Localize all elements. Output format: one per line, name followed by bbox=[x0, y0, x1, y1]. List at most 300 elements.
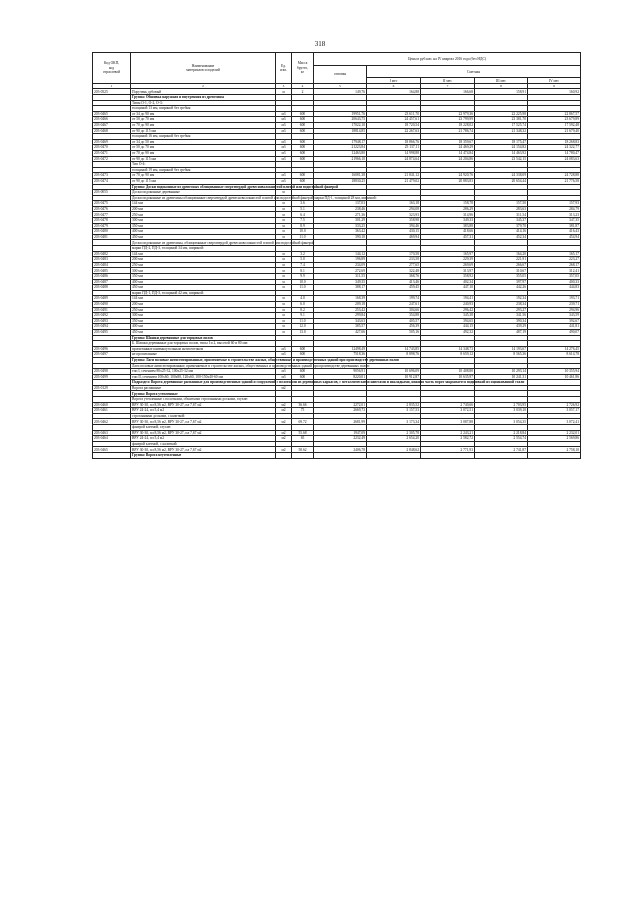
item-mass: 69.72 bbox=[292, 419, 314, 425]
column-number: 8 bbox=[475, 84, 528, 89]
price-month-1: 14 998,88 bbox=[367, 150, 421, 156]
price-wholesale: 272,69 bbox=[314, 268, 367, 274]
item-name: ВРУ 30-30, пл 8,56 м2, ВРУ 30-27, пл 7,67 м2 bbox=[131, 402, 276, 408]
header-name bbox=[131, 53, 276, 84]
price-month-4: 157,93 bbox=[528, 201, 581, 207]
price-wholesale: 12463,80 bbox=[314, 150, 367, 156]
price-month-2: 240,93 bbox=[421, 301, 475, 307]
item-mass: 5.1 bbox=[292, 206, 314, 212]
header-estimate: Сметная bbox=[367, 66, 581, 78]
price-month-2: 24 469,29 bbox=[421, 145, 475, 151]
item-code: 203-0499 bbox=[93, 374, 131, 380]
price-wholesale: 19951,76 bbox=[314, 111, 367, 117]
price-month-4: 24 322,77 bbox=[528, 145, 581, 151]
price-month-2: 269,69 bbox=[421, 262, 475, 268]
price-month-1: 323,93 bbox=[367, 212, 421, 218]
item-unit: м bbox=[276, 212, 292, 218]
empty-cell bbox=[528, 453, 581, 459]
price-month-4: 165,17 bbox=[528, 251, 581, 257]
item-name: Поручень дубовый bbox=[131, 89, 276, 95]
price-month-2: 383,88 bbox=[421, 223, 475, 229]
price-month-2: 3 087,88 bbox=[421, 419, 475, 425]
item-mass: 11.0 bbox=[292, 285, 314, 291]
item-mass: 600 bbox=[292, 178, 314, 184]
item-code: 203-0476 bbox=[93, 206, 131, 212]
item-mass: 600 bbox=[292, 352, 314, 358]
price-wholesale: 17948,17 bbox=[314, 139, 367, 145]
price-month-3: 14 463,92 bbox=[475, 150, 528, 156]
price-month-2: 286,29 bbox=[421, 206, 475, 212]
item-code: 203-0475 bbox=[93, 201, 131, 207]
price-month-3: 158,91 bbox=[475, 89, 528, 95]
price-wholesale: 427,66 bbox=[314, 329, 367, 335]
item-unit: м bbox=[276, 324, 292, 330]
price-month-4: 381,87 bbox=[528, 223, 581, 229]
item-unit: м bbox=[276, 307, 292, 313]
price-month-3: 192,34 bbox=[475, 296, 528, 302]
subheading-text: Типы О-1, О-2, О-3: bbox=[131, 100, 276, 106]
price-month-1: 413,46 bbox=[367, 279, 421, 285]
price-wholesale: 20643,75 bbox=[314, 117, 367, 123]
item-mass: 600 bbox=[292, 145, 314, 151]
header-price-title: Цены в руб.коп. на IV квартал 2016 года (без НДС) bbox=[314, 53, 581, 66]
item-code: 203-0460 bbox=[93, 402, 131, 408]
price-month-4: 18 268,83 bbox=[528, 139, 581, 145]
price-month-3: 397,97 bbox=[475, 279, 528, 285]
item-code: 203-0473 bbox=[93, 173, 131, 179]
price-month-3: 341,56 bbox=[475, 313, 528, 319]
price-month-4: 14 780,47 bbox=[528, 150, 581, 156]
item-code: 203-0466 bbox=[93, 117, 131, 123]
price-month-3: 14 193,67 bbox=[475, 346, 528, 352]
item-mass: 600 bbox=[292, 369, 314, 375]
item-code: 203-0482 bbox=[93, 251, 131, 257]
price-month-4: 454,94 bbox=[528, 234, 581, 240]
price-month-3: 487,19 bbox=[475, 329, 528, 335]
price-month-3: 17 525,74 bbox=[475, 122, 528, 128]
price-month-2: 18 228,02 bbox=[421, 122, 475, 128]
item-code: 203-0487 bbox=[93, 279, 131, 285]
price-month-4: 10 461,86 bbox=[528, 374, 581, 380]
item-unit: м bbox=[276, 234, 292, 240]
item-name: не пропитанные bbox=[131, 352, 276, 358]
item-unit: м bbox=[276, 89, 292, 95]
item-unit: м3 bbox=[276, 346, 292, 352]
item-code: 203-0497 bbox=[93, 352, 131, 358]
item-name: от 70 до 90 мм bbox=[131, 150, 276, 156]
item-name: от 50 до 70 мм bbox=[131, 117, 276, 123]
item-unit: м bbox=[276, 262, 292, 268]
item-mass: 7.5 bbox=[292, 218, 314, 224]
price-month-1: 10 912,87 bbox=[367, 374, 421, 380]
price-month-2: 158,78 bbox=[421, 201, 475, 207]
header-name-sub: материалов и изделий bbox=[186, 68, 220, 72]
price-month-1: 163,18 bbox=[367, 201, 421, 207]
item-code: 203-0486 bbox=[93, 274, 131, 280]
item-unit: м3 bbox=[276, 352, 292, 358]
price-month-3: 311,54 bbox=[475, 212, 528, 218]
price-month-4: 3 057,17 bbox=[528, 408, 581, 414]
price-month-3: 8 565,36 bbox=[475, 352, 528, 358]
price-month-4: 416,43 bbox=[528, 229, 581, 235]
price-month-2: 10 635,97 bbox=[421, 374, 475, 380]
price-month-3: 3 039,10 bbox=[475, 408, 528, 414]
price-month-3: 238,34 bbox=[475, 301, 528, 307]
item-unit: м2 bbox=[276, 408, 292, 414]
item-unit: м2 bbox=[276, 402, 292, 408]
header-mass-label: Масса bbox=[297, 61, 308, 66]
item-unit: м bbox=[276, 313, 292, 319]
price-month-3: 157,50 bbox=[475, 201, 528, 207]
price-month-3: 390,34 bbox=[475, 318, 528, 324]
item-name: 144 мм bbox=[131, 296, 276, 302]
item-unit: м3 bbox=[276, 150, 292, 156]
empty-cell bbox=[421, 453, 475, 459]
subheading-text: толщиной 13 мм, шириной без гребня: bbox=[131, 106, 276, 112]
price-month-1: 294,08 bbox=[367, 206, 421, 212]
price-month-3: 3 054,35 bbox=[475, 419, 528, 425]
item-mass: 75 bbox=[292, 408, 314, 414]
subheading-text: фанерой клееной, глухие: bbox=[131, 425, 276, 431]
item-mass: 4.0 bbox=[292, 296, 314, 302]
price-month-1: 3 157,53 bbox=[367, 408, 421, 414]
price-month-1: 505,16 bbox=[367, 329, 421, 335]
group-heading: Подраздел: Ворота деревянные распашные для производственных зданий и сооружений с полотнами из деревянных каркасов, с металлическими навесами и накладками, нижняя часть ворот закрывается подшивкой из оцинкованной стали bbox=[132, 380, 525, 385]
item-mass: 600 bbox=[292, 173, 314, 179]
price-month-4: 223,27 bbox=[528, 257, 581, 263]
item-mass: 8.9 bbox=[292, 223, 314, 229]
item-unit: м bbox=[276, 257, 292, 263]
price-month-2: 492,32 bbox=[421, 329, 475, 335]
item-unit: м bbox=[276, 268, 292, 274]
group-heading: Группа: Обшивка наружная и внутренняя из древесины bbox=[131, 95, 276, 101]
price-month-3: 2 703,95 bbox=[475, 402, 528, 408]
price-month-2: 349,33 bbox=[421, 218, 475, 224]
item-mass: 9.1 bbox=[292, 313, 314, 319]
price-month-2: 165,97 bbox=[421, 251, 475, 257]
price-month-3: 442,26 bbox=[475, 285, 528, 291]
price-month-2: 8 659,12 bbox=[421, 352, 475, 358]
header-code-sub: код bbox=[108, 65, 115, 70]
price-month-1: 25 137,11 bbox=[367, 145, 421, 151]
price-wholesale: 2681,99 bbox=[314, 419, 367, 425]
subheading-text: толщиной 19 мм, шириной без гребня: bbox=[131, 167, 276, 173]
group-heading-row bbox=[93, 453, 581, 459]
price-month-1: 247,61 bbox=[367, 301, 421, 307]
item-name: ВРУ 30-30, пл 8,56 м2, ВРУ 30-27, пл 7,67 м2 bbox=[131, 419, 276, 425]
price-month-2: 229,39 bbox=[421, 257, 475, 263]
header-month-4: IV мес bbox=[528, 78, 581, 84]
item-name: 300 мм bbox=[131, 218, 276, 224]
header-month-2: II мес bbox=[421, 78, 475, 84]
price-month-1: 2 835,52 bbox=[367, 402, 421, 408]
item-name: тип II, сечением 100x60, 100x80, 120x60, 100-150x40-60 мм bbox=[131, 374, 276, 380]
price-wholesale: 21223,84 bbox=[314, 145, 367, 151]
item-code: 203-0464 bbox=[93, 436, 131, 442]
price-wholesale: 2669,73 bbox=[314, 408, 367, 414]
item-mass: 36.66 bbox=[292, 402, 314, 408]
item-unit: м3 bbox=[276, 117, 292, 123]
price-month-3: 2 554,74 bbox=[475, 436, 528, 442]
item-name: 350 мм bbox=[131, 223, 276, 229]
price-month-4: 14 276,45 bbox=[528, 346, 581, 352]
item-code: 203-0489 bbox=[93, 296, 131, 302]
group-heading: Группа: Ворота неутепленные bbox=[131, 453, 276, 459]
price-wholesale: 311,55 bbox=[314, 274, 367, 280]
price-month-1: 18 720,54 bbox=[367, 122, 421, 128]
item-mass: 2 bbox=[292, 89, 314, 95]
item-name: от 50 до 70 мм bbox=[131, 145, 276, 151]
price-month-4: 392,67 bbox=[528, 318, 581, 324]
item-name: 300 мм bbox=[131, 313, 276, 319]
item-code: 203-0467 bbox=[93, 122, 131, 128]
price-month-1: 8 898,76 bbox=[367, 352, 421, 358]
price-month-1: 22 267,63 bbox=[367, 128, 421, 134]
item-mass: 8.1 bbox=[292, 268, 314, 274]
price-month-3: 20 654,44 bbox=[475, 178, 528, 184]
price-wholesale: 299,84 bbox=[314, 313, 367, 319]
item-code: 203-0055 bbox=[93, 190, 131, 196]
item-mass: 58.62 bbox=[292, 447, 314, 453]
price-wholesale: 7518,36 bbox=[314, 352, 367, 358]
item-name: 144 мм bbox=[131, 201, 276, 207]
header-month-1: I мес bbox=[367, 78, 421, 84]
price-month-4: 343,59 bbox=[528, 313, 581, 319]
price-month-2: 24 920,76 bbox=[421, 173, 475, 179]
price-month-3: 293,27 bbox=[475, 307, 528, 313]
column-number: 3 bbox=[276, 84, 292, 89]
column-number: 1 bbox=[93, 84, 131, 89]
price-month-2: 345,38 bbox=[421, 313, 475, 319]
subheading-text: фанерой клееной, с калиткой: bbox=[131, 441, 276, 447]
price-month-4: 239,71 bbox=[528, 301, 581, 307]
price-month-2: 358,92 bbox=[421, 274, 475, 280]
item-mass: 9.9 bbox=[292, 274, 314, 280]
price-wholesale: 349,35 bbox=[314, 279, 367, 285]
price-wholesale: 12498,49 bbox=[314, 346, 367, 352]
header-month-3: III мес bbox=[475, 78, 528, 84]
price-month-3: 24 154,82 bbox=[475, 145, 528, 151]
price-month-2: 24 204,86 bbox=[421, 156, 475, 162]
item-mass: 55.68 bbox=[292, 430, 314, 436]
header-code-sub2: отраслевой bbox=[102, 70, 121, 75]
price-month-3: 221,91 bbox=[475, 257, 528, 263]
price-wholesale: 9056,91 bbox=[314, 369, 367, 375]
price-month-1: 21 841,12 bbox=[367, 173, 421, 179]
item-name: 350 мм bbox=[131, 318, 276, 324]
price-month-4: 8 614,78 bbox=[528, 352, 581, 358]
price-month-4: 284,79 bbox=[528, 206, 581, 212]
header-code-okp: Код ОКП, bbox=[103, 61, 120, 66]
price-month-1: 354,88 bbox=[367, 313, 421, 319]
price-month-3: 18 175,47 bbox=[475, 139, 528, 145]
price-month-1: 164,88 bbox=[367, 89, 421, 95]
price-wholesale: 343,63 bbox=[314, 318, 367, 324]
item-code: 203-0465 bbox=[93, 447, 131, 453]
item-unit: м bbox=[276, 329, 292, 335]
price-month-1: 368,76 bbox=[367, 274, 421, 280]
item-mass: 6.4 bbox=[292, 212, 314, 218]
item-code: 203-0480 bbox=[93, 229, 131, 235]
item-code: 203-0463 bbox=[93, 430, 131, 436]
item-name: ВРУ 30-30, пл 8,56 м2, ВРУ 30-27, пл 7,67 м2 bbox=[131, 447, 276, 453]
item-unit: м3 bbox=[276, 369, 292, 375]
item-mass: 600 bbox=[292, 156, 314, 162]
price-month-2: 444,15 bbox=[421, 324, 475, 330]
item-mass: 600 bbox=[292, 111, 314, 117]
price-table bbox=[92, 52, 581, 459]
price-month-2: 313,97 bbox=[421, 268, 475, 274]
price-wholesale: 363,42 bbox=[314, 229, 367, 235]
group-heading: Группа: Шашки деревянные для торцовых полов bbox=[131, 335, 276, 341]
price-month-2: 2 740,66 bbox=[421, 402, 475, 408]
page-number: 318 bbox=[314, 40, 326, 48]
item-code: 203-0462 bbox=[93, 419, 131, 425]
item-mass: 7.4 bbox=[292, 262, 314, 268]
item-name: 400 мм bbox=[131, 279, 276, 285]
price-month-1: 2 305,78 bbox=[367, 430, 421, 436]
item-code: 203-0490 bbox=[93, 301, 131, 307]
price-wholesale: 137,03 bbox=[314, 201, 367, 207]
price-month-2: 314,96 bbox=[421, 212, 475, 218]
price-month-2: 10 408,80 bbox=[421, 369, 475, 375]
item-name: 450 мм bbox=[131, 329, 276, 335]
price-month-2: 394,65 bbox=[421, 318, 475, 324]
price-month-2: 2 582,72 bbox=[421, 436, 475, 442]
price-month-4: 347,35 bbox=[528, 218, 581, 224]
price-month-1: 358,98 bbox=[367, 218, 421, 224]
price-month-1: 2 654,20 bbox=[367, 436, 421, 442]
price-month-3: 10 241,31 bbox=[475, 374, 528, 380]
item-mass: 600 bbox=[292, 150, 314, 156]
item-code: 203-0129 bbox=[93, 385, 131, 391]
price-wholesale: 234,09 bbox=[314, 262, 367, 268]
price-month-2: 402,34 bbox=[421, 279, 475, 285]
price-wholesale: 390,10 bbox=[314, 234, 367, 240]
price-month-3: 379,70 bbox=[475, 223, 528, 229]
item-unit: м3 bbox=[276, 139, 292, 145]
item-mass: 8.2 bbox=[292, 307, 314, 313]
item-code: 203-0478 bbox=[93, 218, 131, 224]
item-code: 203-0474 bbox=[93, 178, 131, 184]
group-heading: Группа: Лаги половые антисептированные, применяемые в строительстве жилых, общественных и производственных зданий при производстве деревянных полов bbox=[132, 358, 399, 362]
table-header bbox=[93, 53, 581, 89]
price-month-2: 23 799,99 bbox=[421, 117, 475, 123]
item-mass: 12.0 bbox=[292, 324, 314, 330]
price-month-4: 22 867,57 bbox=[528, 111, 581, 117]
item-unit: м bbox=[276, 318, 292, 324]
price-month-2: 447,10 bbox=[421, 285, 475, 291]
price-month-4: 312,41 bbox=[528, 268, 581, 274]
item-name: 200 мм bbox=[131, 206, 276, 212]
price-month-2: 20 883,83 bbox=[421, 178, 475, 184]
price-month-1: 24 874,64 bbox=[367, 156, 421, 162]
subheading-text: марки ПД-2, ПД-3, толщиной 34 мм, шириной: bbox=[131, 246, 276, 252]
item-unit: м bbox=[276, 274, 292, 280]
subheading-text: Лаги половые антисептированные, применяемые в строительстве жилых, общественных и производственных зданий при производстве деревянных полов: bbox=[132, 363, 370, 368]
price-month-1: 277,65 bbox=[367, 262, 421, 268]
item-mass: 3.2 bbox=[292, 251, 314, 257]
item-unit: м3 bbox=[276, 145, 292, 151]
item-name: пропитанные каменноугольным антисептиком bbox=[131, 346, 276, 352]
price-month-2: 2 771,93 bbox=[421, 447, 475, 453]
header-unit-sub: изм. bbox=[280, 68, 287, 72]
price-month-1: 304,66 bbox=[367, 307, 421, 313]
price-month-1: 322,48 bbox=[367, 268, 421, 274]
table-body bbox=[93, 89, 581, 458]
price-month-4: 24 083,63 bbox=[528, 156, 581, 162]
price-month-4: 193,71 bbox=[528, 296, 581, 302]
group-heading: Группа: Ворота утепленные bbox=[131, 391, 276, 397]
price-month-1: 405,57 bbox=[367, 318, 421, 324]
price-wholesale: 18830,25 bbox=[314, 178, 367, 184]
price-month-4: 24 728,88 bbox=[528, 173, 581, 179]
item-unit: м3 bbox=[276, 156, 292, 162]
item-code: 203-0525 bbox=[93, 89, 131, 95]
price-month-4: 21 776,58 bbox=[528, 178, 581, 184]
price-month-4: 313,23 bbox=[528, 212, 581, 218]
price-month-3: 414,16 bbox=[475, 229, 528, 235]
item-code: 203-0494 bbox=[93, 324, 131, 330]
column-number: 4 bbox=[292, 84, 314, 89]
header-mass-sub: брутто, bbox=[296, 65, 309, 70]
column-number: 9 bbox=[528, 84, 581, 89]
item-code: 203-0493 bbox=[93, 318, 131, 324]
item-unit: м bbox=[276, 218, 292, 224]
price-month-2: 166,68 bbox=[421, 89, 475, 95]
item-name: ВРУ 30-30, пл 8,56 м2, ВРУ 30-27, пл 7,67 м2 bbox=[131, 430, 276, 436]
subheading-text: толщиной 16 мм, шириной без гребня: bbox=[131, 134, 276, 140]
item-name: 400 мм bbox=[131, 229, 276, 235]
price-month-4: 490,07 bbox=[528, 329, 581, 335]
item-unit: м bbox=[276, 229, 292, 235]
empty-cell bbox=[475, 453, 528, 459]
item-mass: 13.0 bbox=[292, 329, 314, 335]
item-code: 203-0485 bbox=[93, 268, 131, 274]
price-wholesale: 168,39 bbox=[314, 296, 367, 302]
item-name: 450 мм bbox=[131, 285, 276, 291]
price-month-3: 439,29 bbox=[475, 324, 528, 330]
item-name: Ворота распашные bbox=[131, 385, 276, 391]
item-mass: 600 bbox=[292, 346, 314, 352]
header-name-label: Наименование bbox=[191, 63, 215, 68]
item-mass: 600 bbox=[292, 117, 314, 123]
price-month-4: 357,05 bbox=[528, 274, 581, 280]
price-month-2: 296,42 bbox=[421, 307, 475, 313]
item-mass: 600 bbox=[292, 128, 314, 134]
price-month-1: 23 611,70 bbox=[367, 111, 421, 117]
price-month-4: 21 679,40 bbox=[528, 128, 581, 134]
item-name: от 70 до 90 мм bbox=[131, 173, 276, 179]
item-mass: 6.0 bbox=[292, 301, 314, 307]
item-name: 200 мм bbox=[131, 301, 276, 307]
header-wholesale: оптовая bbox=[314, 66, 367, 84]
price-month-3: 10 293,14 bbox=[475, 369, 528, 375]
item-unit: м3 bbox=[276, 122, 292, 128]
price-wholesale: 271,36 bbox=[314, 212, 367, 218]
item-name: от 90 до 115 мм bbox=[131, 156, 276, 162]
item-code: 203-0483 bbox=[93, 257, 131, 263]
header-code bbox=[93, 53, 131, 84]
price-wholesale: 18814,85 bbox=[314, 128, 367, 134]
price-month-4: 2 232,01 bbox=[528, 430, 581, 436]
price-month-1: 2 848,62 bbox=[367, 447, 421, 453]
item-unit: м bbox=[276, 223, 292, 229]
item-code: 203-0469 bbox=[93, 139, 131, 145]
price-month-4: 160,92 bbox=[528, 89, 581, 95]
price-month-4: 17 592,48 bbox=[528, 122, 581, 128]
price-month-3: 21 348,32 bbox=[475, 128, 528, 134]
